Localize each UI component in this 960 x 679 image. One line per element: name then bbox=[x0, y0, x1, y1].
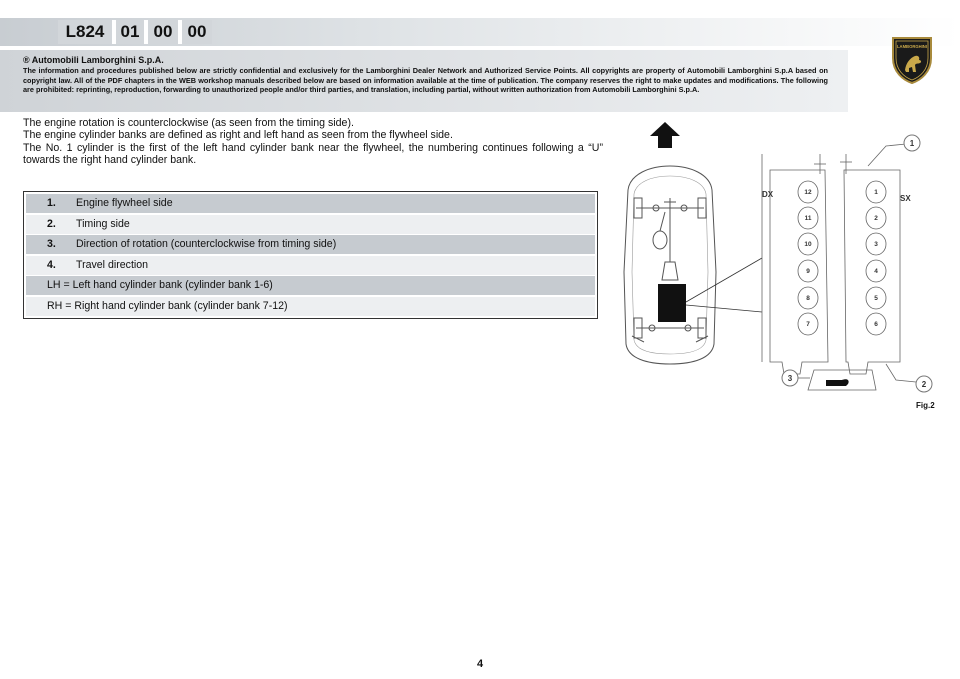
right-bank-label: DX bbox=[762, 190, 774, 199]
legend-text: Direction of rotation (counterclockwise from timing side) bbox=[76, 238, 337, 251]
cylinder-number: 10 bbox=[804, 241, 812, 248]
cylinder-number: 4 bbox=[874, 268, 878, 275]
intro-line: The engine rotation is counterclockwise (as seen from the timing side). bbox=[23, 117, 354, 129]
callout-3-label: 3 bbox=[787, 374, 793, 383]
car-outline bbox=[624, 166, 716, 364]
cylinder-number: 2 bbox=[874, 215, 878, 222]
rotation-direction-symbol bbox=[826, 379, 849, 386]
page-number: 4 bbox=[476, 658, 484, 670]
legend-row bbox=[26, 297, 595, 316]
callout-1-label: 1 bbox=[909, 139, 915, 148]
cylinder-number: 7 bbox=[806, 321, 810, 328]
intro-line: The engine cylinder banks are defined as right and left hand as seen from the flywheel side. bbox=[23, 129, 453, 142]
legend-row bbox=[26, 256, 595, 275]
cylinder-number: 11 bbox=[804, 215, 812, 222]
intro-text bbox=[23, 117, 603, 166]
doc-code-subgroup: 00 bbox=[148, 20, 178, 44]
cylinder-number: 12 bbox=[804, 189, 812, 196]
logo-wordmark: LAMBORGHINI bbox=[896, 44, 928, 49]
travel-direction-arrow bbox=[650, 122, 680, 148]
cylinder-number: 1 bbox=[874, 189, 878, 196]
cylinder-number: 3 bbox=[874, 241, 878, 248]
legend-table bbox=[23, 191, 598, 319]
cylinder-number: 9 bbox=[806, 268, 810, 275]
legend-text: LH = Left hand cylinder bank (cylinder bank 1-6) bbox=[47, 279, 273, 292]
legend-number: 2. bbox=[47, 217, 56, 230]
legend-number: 3. bbox=[47, 238, 56, 251]
cylinder-number: 8 bbox=[806, 295, 810, 302]
legend-number: 4. bbox=[47, 258, 56, 271]
engine-detail bbox=[762, 144, 916, 390]
intro-line: The No. 1 cylinder is the first of the left hand cylinder bank near the flywheel, the numbering continues following a “U” towards the right hand cylinder bank. bbox=[23, 141, 603, 166]
legend-row bbox=[26, 235, 595, 254]
engine-layout-figure bbox=[610, 112, 950, 412]
lamborghini-logo bbox=[891, 36, 933, 84]
legend-text: RH = Right hand cylinder bank (cylinder bank 7-12) bbox=[47, 299, 288, 312]
legend-text: Travel direction bbox=[76, 258, 149, 271]
legend-text: Engine flywheel side bbox=[76, 197, 173, 209]
legend-row bbox=[26, 276, 595, 295]
notice-title: ® Automobili Lamborghini S.p.A. bbox=[23, 55, 164, 65]
figure-caption: Fig.2 bbox=[916, 401, 935, 410]
engine-block bbox=[658, 284, 686, 322]
notice-text: The information and procedures published below are strictly confidential and exclusively for the Lamborghini Dealer Network and Authorized Service Points. All copyrights are property of Automobili Lamborghini S.p.A based on copyright law. All of the PDF chapters in the WEB workshop manuals described below are based on information available at the time of publication. The company reserves the right to make updates and modifications. The following are prohibited: reprinting, reproduction, forwarding to unauthorized people and/or third parties, and translation, including partial, without written authorization from Automobili Lamborghini S.p.A. bbox=[23, 66, 828, 95]
doc-code-model: L824 bbox=[58, 20, 112, 44]
legend-row bbox=[26, 194, 595, 213]
cylinder-number: 6 bbox=[874, 321, 878, 328]
legend-number: 1. bbox=[47, 197, 56, 209]
legend-text: Timing side bbox=[76, 217, 130, 230]
doc-code-section: 00 bbox=[182, 20, 212, 44]
doc-code-group: 01 bbox=[116, 20, 144, 44]
callout-2-label: 2 bbox=[921, 380, 927, 389]
cylinder-number: 5 bbox=[874, 295, 878, 302]
legend-row bbox=[26, 215, 595, 234]
left-bank-label: SX bbox=[900, 194, 911, 203]
